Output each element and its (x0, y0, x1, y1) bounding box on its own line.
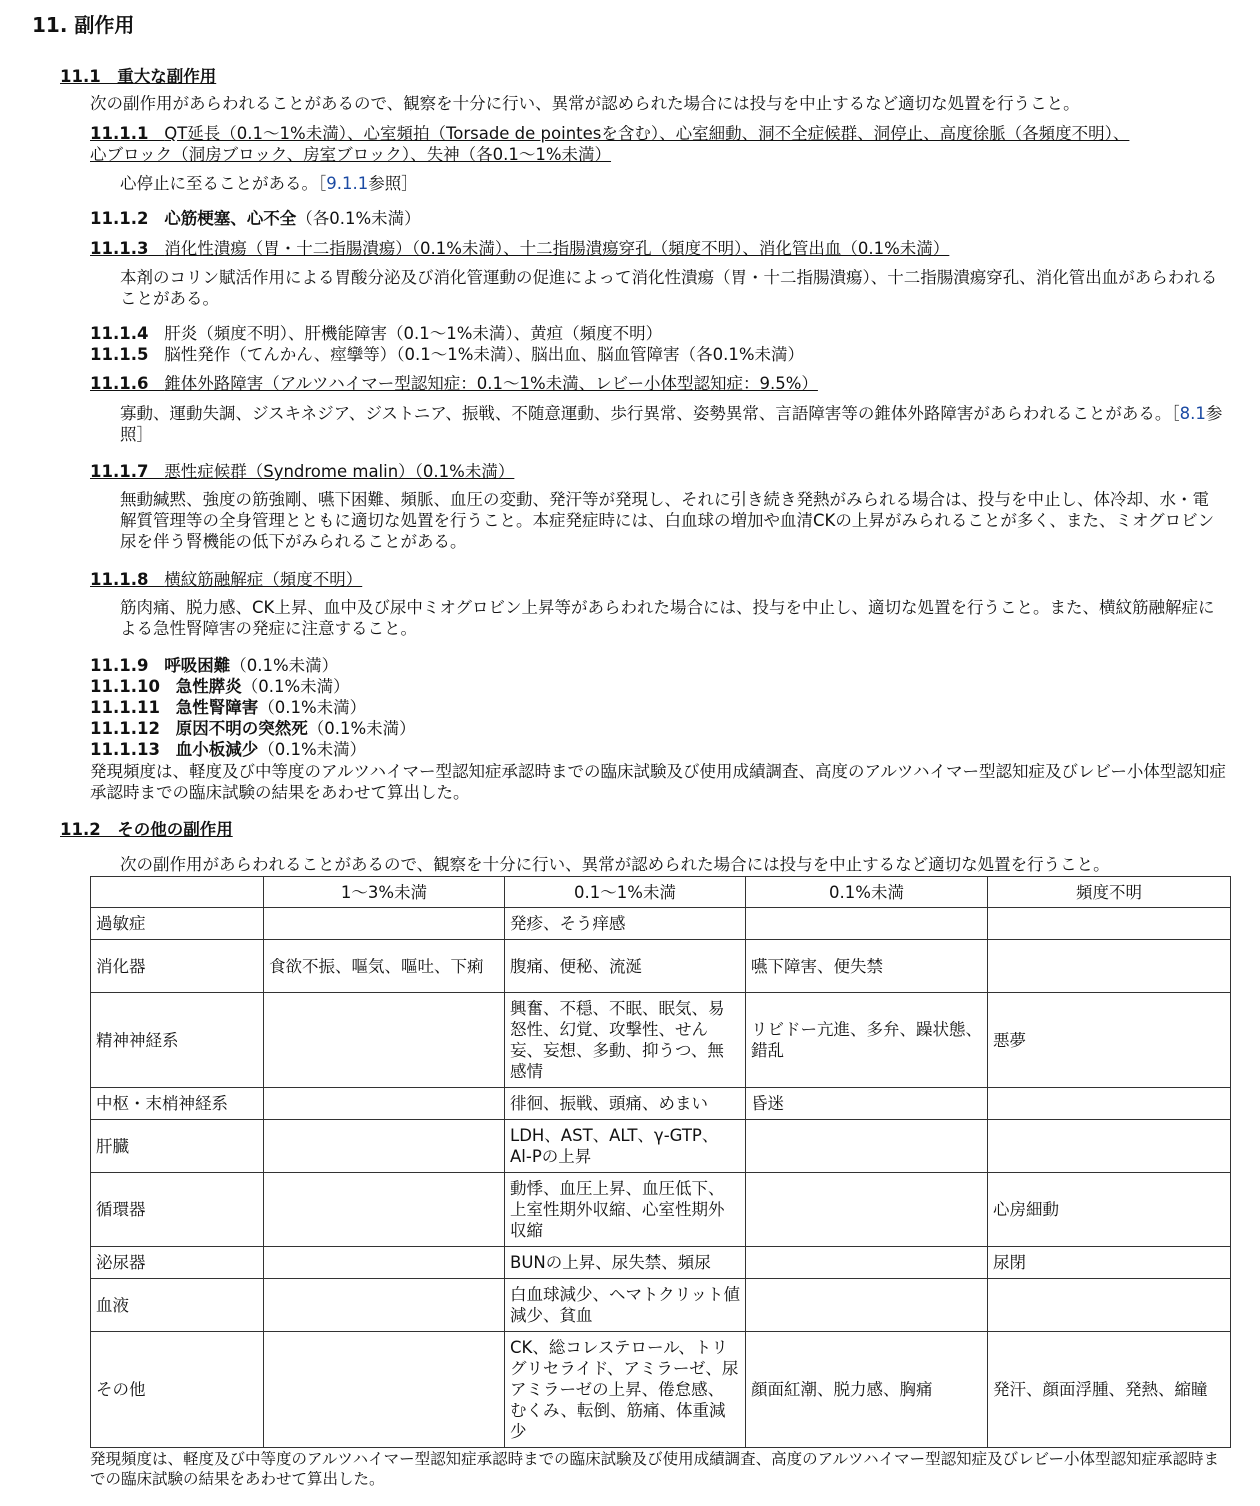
table-header-cell: 1〜3%未満 (264, 877, 505, 908)
table-cell: 中枢・末梢神経系 (91, 1088, 264, 1120)
table-cell: 動悸、血圧上昇、血圧低下、上室性期外収縮、心室性期外収縮 (505, 1173, 746, 1247)
table-header-cell (91, 877, 264, 908)
item-11-1-3-body: 本剤のコリン賦活作用による胃酸分泌及び消化管運動の促進によって消化性潰瘍（胃・十二指腸潰瘍）、十二指腸潰瘍穿孔、消化管出血があらわれることがある。 (120, 268, 1218, 308)
table-cell: 悪夢 (988, 993, 1231, 1088)
item-name: 急性腎障害 (175, 698, 259, 717)
item-number: 11.1.1 (90, 124, 149, 143)
table-cell (264, 908, 505, 940)
table-cell: 嚥下障害、便失禁 (746, 940, 988, 993)
item-text: 横紋筋融解症（頻度不明） (164, 570, 363, 589)
item-frequency: （0.1%未満） (307, 719, 416, 738)
item-11-1-11 (90, 697, 1225, 718)
other-adverse-reactions-table (90, 876, 1231, 1448)
table-header-cell: 頻度不明 (988, 877, 1231, 908)
item-11-1-1-body (120, 173, 1225, 194)
table-cell: 昏迷 (746, 1088, 988, 1120)
table-header-row (91, 877, 1231, 908)
table-cell (746, 908, 988, 940)
table-cell (746, 1279, 988, 1332)
table-row (91, 940, 1231, 993)
item-text: 錐体外路障害（アルツハイマー型認知症：0.1〜1%未満、レビー小体型認知症：9.5%） (164, 374, 818, 393)
item-name: 原因不明の突然死 (175, 719, 308, 738)
table-cell (988, 908, 1231, 940)
table-cell (264, 993, 505, 1088)
table-cell: 尿閉 (988, 1247, 1231, 1279)
table-cell: 精神神経系 (91, 993, 264, 1088)
item-number: 11.1.10 (90, 677, 160, 696)
item-number: 11.1.11 (90, 698, 160, 717)
table-cell: 泌尿器 (91, 1247, 264, 1279)
table-cell: その他 (91, 1332, 264, 1448)
table-cell (988, 940, 1231, 993)
table-cell (988, 1120, 1231, 1173)
body-text: 寡動、運動失調、ジスキネジア、ジストニア、振戦、不随意運動、歩行異常、姿勢異常、言語障害等の錐体外路障害があらわれることがある。［ (120, 404, 1180, 423)
reference-link[interactable]: 8.1 (1179, 404, 1206, 423)
item-frequency: （0.1%未満） (230, 656, 339, 675)
subsection-heading-serious: 11.1 重大な副作用 (60, 67, 217, 86)
serious-intro: 次の副作用があらわれることがあるので、観察を十分に行い、異常が認められた場合には投与を中止するなど適切な処置を行うこと。 (90, 94, 1080, 113)
table-cell: 消化器 (91, 940, 264, 993)
table-cell: 食欲不振、嘔気、嘔吐、下痢 (264, 940, 505, 993)
item-11-1-9 (90, 655, 1225, 676)
item-11-1-6 (90, 373, 1225, 394)
item-name: 呼吸困難 (164, 656, 231, 675)
table-header-cell: 0.1〜1%未満 (505, 877, 746, 908)
item-11-1-1 (90, 123, 1225, 165)
table-cell: 白血球減少、ヘマトクリット値減少、貧血 (505, 1279, 746, 1332)
table-cell: BUNの上昇、尿失禁、頻尿 (505, 1247, 746, 1279)
table-row (91, 1332, 1231, 1448)
table-row (91, 1088, 1231, 1120)
table-cell (988, 1088, 1231, 1120)
other-frequency-note: 発現頻度は、軽度及び中等度のアルツハイマー型認知症承認時までの臨床試験及び使用成績調査、高度のアルツハイマー型認知症及びレビー小体型認知症承認時までの臨床試験の結果をあわせて算出した。 (90, 1450, 1220, 1488)
item-text: 肝炎（頻度不明）、肝機能障害（0.1〜1%未満）、黄疸（頻度不明） (164, 324, 663, 343)
item-11-1-13 (90, 739, 1225, 760)
table-cell (746, 1247, 988, 1279)
table-cell (264, 1332, 505, 1448)
item-11-1-8 (90, 569, 1225, 590)
item-11-1-8-body: 筋肉痛、脱力感、CK上昇、血中及び尿中ミオグロビン上昇等があらわれた場合には、投与を中止し、適切な処置を行うこと。また、横紋筋融解症による急性腎障害の発症に注意すること。 (120, 598, 1215, 638)
table-cell: 発汗、顔面浮腫、発熱、縮瞳 (988, 1332, 1231, 1448)
table-header-cell: 0.1%未満 (746, 877, 988, 908)
table-cell (264, 1120, 505, 1173)
item-11-1-3 (90, 238, 1225, 259)
table-cell: 心房細動 (988, 1173, 1231, 1247)
item-text-line2: 心ブロック（洞房ブロック、房室ブロック）、失神（各0.1〜1%未満） (90, 145, 612, 164)
table-cell (264, 1279, 505, 1332)
body-text-end: 参照］ (120, 404, 1223, 444)
item-name: 心筋梗塞、心不全 (164, 209, 297, 228)
table-cell (264, 1247, 505, 1279)
item-number: 11.1.7 (90, 462, 149, 481)
table-cell: 腹痛、便秘、流涎 (505, 940, 746, 993)
table-row (91, 1247, 1231, 1279)
item-number: 11.1.9 (90, 656, 149, 675)
item-number: 11.1.6 (90, 374, 149, 393)
table-row (91, 1279, 1231, 1332)
table-cell (264, 1088, 505, 1120)
reference-link[interactable]: 9.1.1 (326, 174, 369, 193)
item-number: 11.1.12 (90, 719, 160, 738)
table-row (91, 993, 1231, 1088)
item-name: 血小板減少 (175, 740, 259, 759)
item-number: 11.1.13 (90, 740, 160, 759)
section-title: 11. 副作用 (32, 13, 135, 37)
item-11-1-2 (90, 208, 1225, 229)
item-number: 11.1.8 (90, 570, 149, 589)
table-cell: LDH、AST、ALT、γ-GTP、Al-Pの上昇 (505, 1120, 746, 1173)
item-11-1-4 (90, 323, 1225, 344)
table-cell: 顔面紅潮、脱力感、胸痛 (746, 1332, 988, 1448)
item-11-1-10 (90, 676, 1225, 697)
item-11-1-7 (90, 461, 1225, 482)
table-cell: 過敏症 (91, 908, 264, 940)
serious-frequency-note: 発現頻度は、軽度及び中等度のアルツハイマー型認知症承認時までの臨床試験及び使用成績調査、高度のアルツハイマー型認知症及びレビー小体型認知症承認時までの臨床試験の結果をあわせて算出した。 (90, 762, 1226, 802)
table-cell: 循環器 (91, 1173, 264, 1247)
item-frequency: （0.1%未満） (241, 677, 350, 696)
table-cell: 発疹、そう痒感 (505, 908, 746, 940)
table-cell (988, 1279, 1231, 1332)
item-11-1-6-body (120, 403, 1225, 445)
item-number: 11.1.2 (90, 209, 149, 228)
body-text: 心停止に至ることがある。［ (120, 174, 327, 193)
table-row (91, 1120, 1231, 1173)
body-text-end: 参照］ (368, 174, 418, 193)
item-11-1-5 (90, 344, 1225, 365)
item-frequency: （0.1%未満） (258, 698, 367, 717)
other-intro: 次の副作用があらわれることがあるので、観察を十分に行い、異常が認められた場合には投与を中止するなど適切な処置を行うこと。 (120, 855, 1110, 874)
item-number: 11.1.5 (90, 345, 149, 364)
item-11-1-12 (90, 718, 1225, 739)
table-cell (746, 1120, 988, 1173)
table-cell (264, 1173, 505, 1247)
table-cell: 血液 (91, 1279, 264, 1332)
table-cell (746, 1173, 988, 1247)
subsection-heading-other: 11.2 その他の副作用 (60, 820, 233, 839)
item-number: 11.1.4 (90, 324, 149, 343)
item-number: 11.1.3 (90, 239, 149, 258)
item-name: 急性膵炎 (175, 677, 242, 696)
table-cell: CK、総コレステロール、トリグリセライド、アミラーゼ、尿アミラーゼの上昇、倦怠感、むくみ、転倒、筋痛、体重減少 (505, 1332, 746, 1448)
item-frequency: （各0.1%未満） (296, 209, 421, 228)
item-text-line1: QT延長（0.1〜1%未満）、心室頻拍（Torsade de pointesを含む）、心室細動、洞不全症候群、洞停止、高度徐脈（各頻度不明）、 (164, 124, 1130, 143)
item-text: 悪性症候群（Syndrome malin）（0.1%未満） (164, 462, 515, 481)
item-11-1-7-body: 無動緘黙、強度の筋強剛、嚥下困難、頻脈、血圧の変動、発汗等が発現し、それに引き続き発熱がみられる場合は、投与を中止し、体冷却、水・電解質管理等の全身管理とともに適切な処置を行うこと。本症発症時には、白血球の増加や血清CKの上昇がみられることが多く、また、ミオグロビン尿を伴う腎機能の低下がみられることがある。 (120, 490, 1215, 551)
item-text: 消化性潰瘍（胃・十二指腸潰瘍）（0.1%未満）、十二指腸潰瘍穿孔（頻度不明）、消化管出血（0.1%未満） (164, 239, 950, 258)
item-frequency: （0.1%未満） (258, 740, 367, 759)
table-cell: リビドー亢進、多弁、躁状態、錯乱 (746, 993, 988, 1088)
table-row (91, 908, 1231, 940)
item-text: 脳性発作（てんかん、痙攣等）（0.1〜1%未満）、脳出血、脳血管障害（各0.1%未満） (164, 345, 805, 364)
table-cell: 徘徊、振戦、頭痛、めまい (505, 1088, 746, 1120)
table-row (91, 1173, 1231, 1247)
table-cell: 興奮、不穏、不眠、眠気、易怒性、幻覚、攻撃性、せん妄、妄想、多動、抑うつ、無感情 (505, 993, 746, 1088)
table-cell: 肝臓 (91, 1120, 264, 1173)
